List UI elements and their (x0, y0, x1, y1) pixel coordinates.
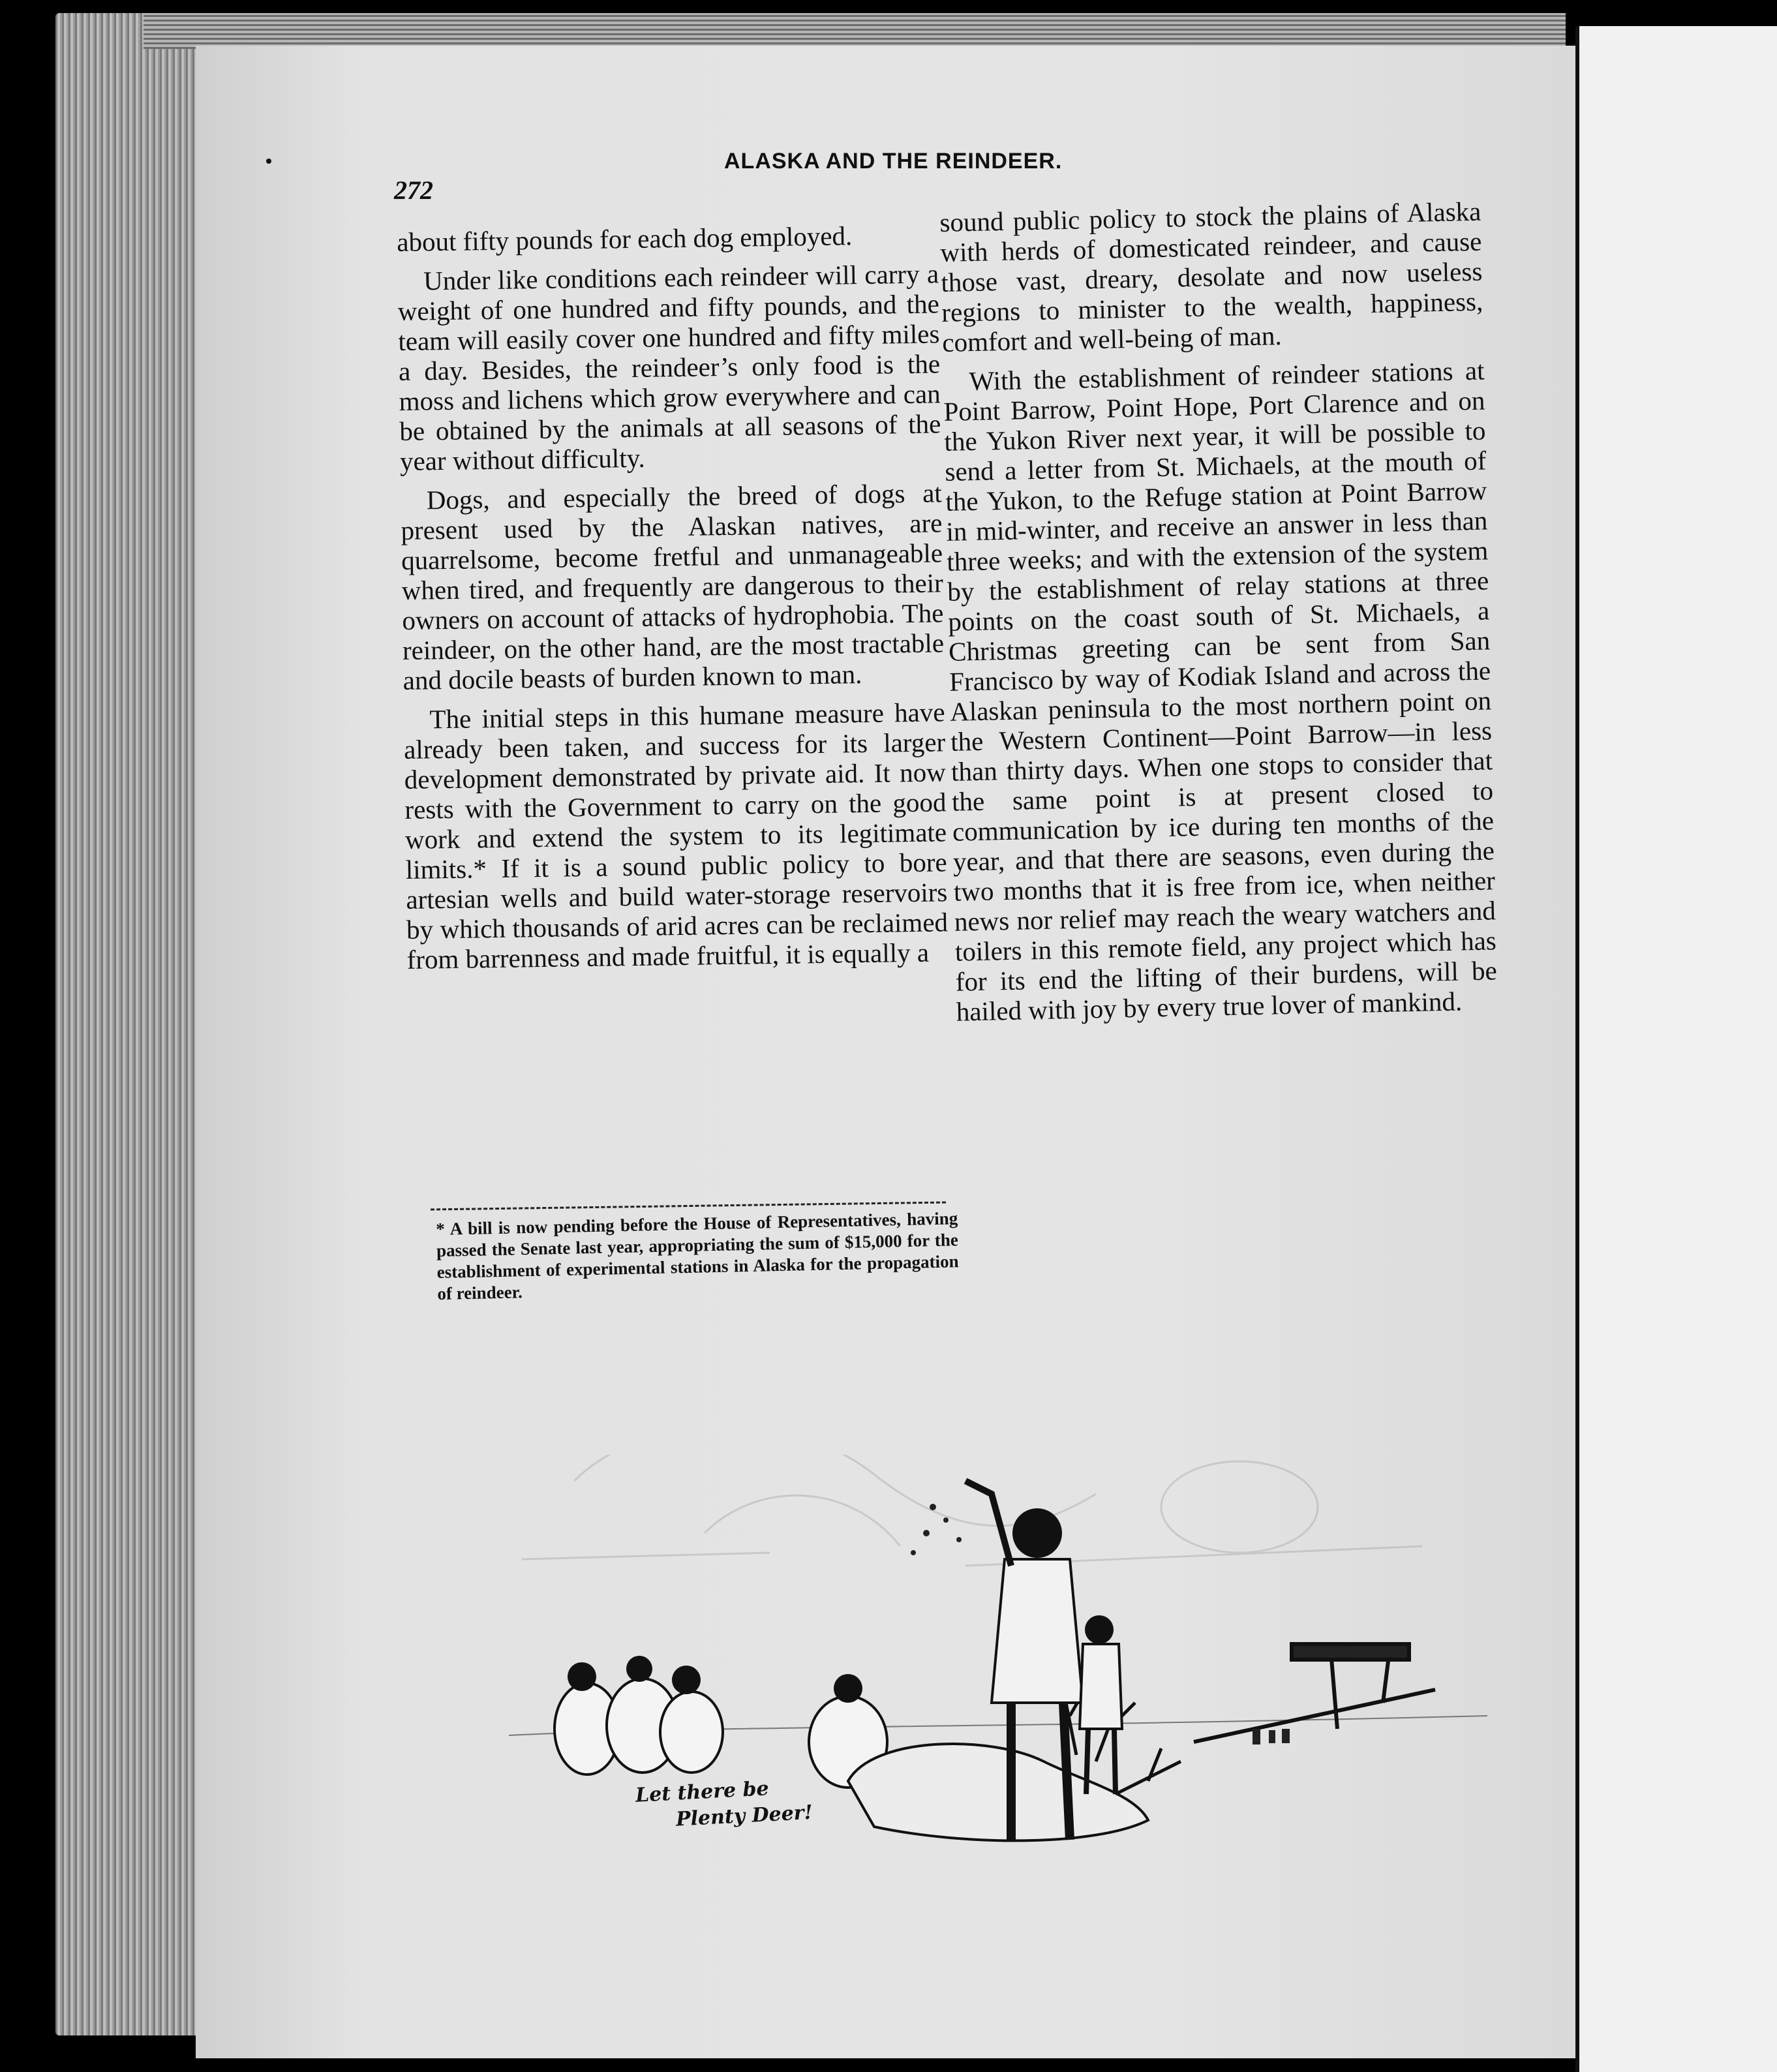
right-column (939, 196, 1498, 1027)
right-paragraph-2: With the establishment of reindeer stations at Point Barrow, Point Hope, Port Clarence and on the Yukon River next year, it will be possible to send a letter from St. Michaels, at the mouth of the Yukon, to the Refuge station at Point Barrow in mid-winter, and receive an answer in less than three weeks; and with the extension of the system by the establishment of relay stations at three points on the coast south of St. Michaels, a Christmas greeting can be sent from San Francisco by way of Kodiak Island and across the Alaskan peninsula to the most northern point on the Western Continent—Point Barrow—in less than thirty days. When one stops to consider that the same point is at present closed to communication by ice during ten months of the year, and that there are seasons, even during the two months that it is free from ice, when neither news nor relief may reach the weary watchers and toilers in this remote field, any project which has for its end the lifting of their burdens, will be hailed with joy by every true lover of mankind. (943, 355, 1498, 1027)
left-paragraph-3: Dogs, and especially the breed of dogs at present used by the Alaskan natives, are quarrelsome, become fretful and unmanageable when tired, and frequently are dangerous to their owners on account of attacks of hydrophobia. The reindeer, on the other hand, are the most tractable and docile beasts of burden known to man. (401, 478, 945, 695)
standing-man-right (1080, 1615, 1122, 1794)
running-head: ALASKA AND THE REINDEER. (724, 149, 1063, 174)
left-paragraph-1: about fifty pounds for each dog employed. (397, 221, 853, 257)
facing-page (1575, 26, 1777, 2072)
page-number: 272 (394, 175, 433, 205)
right-paragraph-1: sound public policy to stock the plains of Alaska with herds of domesticated reindeer, and cause those vast, dreary, desolate and now useless regions to minister to the wealth, happiness, comfort and well-being of man. (939, 196, 1483, 358)
ink-speck (266, 159, 271, 164)
caption-line-2: Plenty Deer! (675, 1801, 813, 1831)
bleed-through-image (522, 1455, 1422, 1566)
illustration-caption (635, 1773, 833, 1835)
left-paragraph-4: The initial steps in this humane measure have already been taken, and success for its larger development demonstrated by private aid. It now rests with the Government to carry on the good work and extend the system to its legitimate limits.* If it is a sound public policy to bore artesian wells and build water-storage reservoirs by which thousands of arid acres can be reclaimed from barrenness and made fruitful, it is equally a (403, 697, 949, 975)
distant-figures (1253, 1729, 1290, 1744)
left-paragraph-2: Under like conditions each reindeer will carry a weight of one hundred and fifty pounds, and the team will easily cover one hundred and fifty miles a day. Besides, the reindeer’s only food is the moss and lichens which grow everywhere and can be obtained by the animals at all seasons of the year without difficulty. (397, 258, 941, 476)
sled (1194, 1644, 1435, 1742)
left-column (397, 219, 949, 974)
book-top-edges (144, 13, 1566, 49)
footnote: * A bill is now pending before the House of Representatives, having passed the Senate last year, appropriating the sum of $15,000 for the establishment of experimental stations in Alaska for the propagation of reindeer. (436, 1208, 959, 1303)
seated-group (554, 1656, 723, 1775)
caption-line-1: Let there be (635, 1777, 770, 1807)
book-page-edges (55, 13, 205, 2035)
